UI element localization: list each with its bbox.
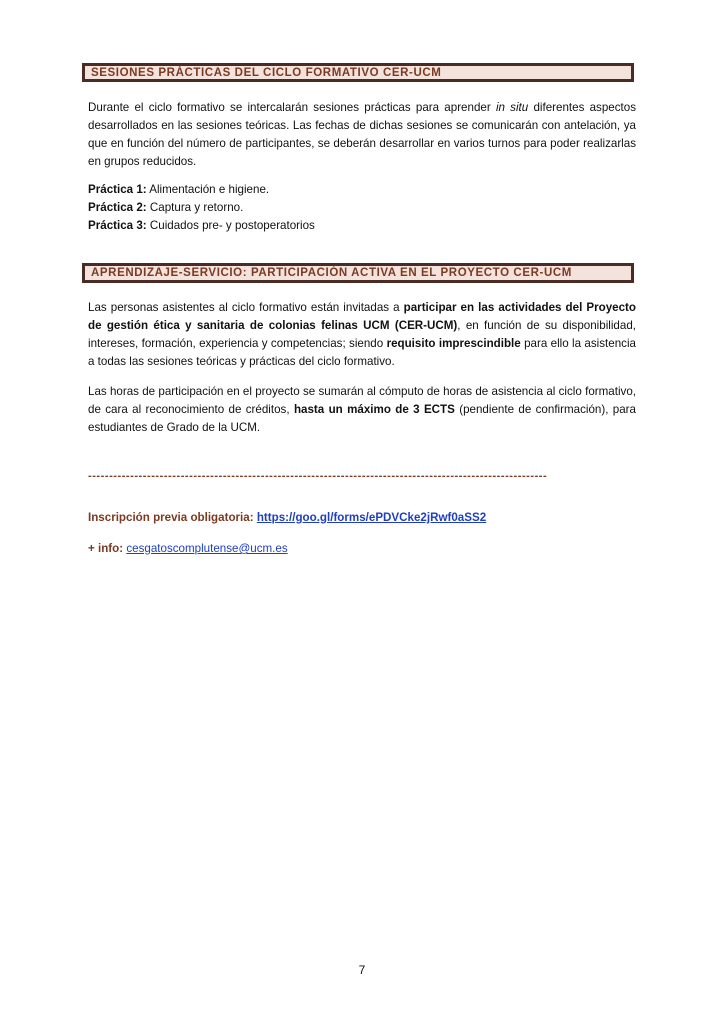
inscripcion-label: Inscripción previa obligatoria: [88,511,254,524]
paragraph-bold-text: hasta un máximo de 3 ECTS [293,403,455,416]
section-header-label: APRENDIZAJE-SERVICIO: PARTICIPACIÓN ACTIVA EN EL PROYECTO CER-UCM [91,267,572,279]
paragraph-text: para ello la asistencia a todas las sesiones teóricas y prácticas del ciclo formativo. [88,337,636,368]
practica-label: Práctica 3: [88,219,147,232]
paragraph-text: , en función de su disponibilidad, intereses, formación, experiencia y competencias; siendo [88,319,636,350]
sesiones-practicas-paragraph [88,99,636,171]
paragraph-text: Durante el ciclo formativo se intercalarán sesiones prácticas para aprender [88,101,496,114]
dashed-separator: ------------------------------------------------------------------------------------------------------------- [88,470,548,482]
practica-text: Captura y retorno. [146,201,244,214]
practica-item [88,217,636,235]
aprendizaje-servicio-paragraph-1 [88,299,636,371]
inscripcion-form-link[interactable]: https://goo.gl/forms/ePDVCke2jRwf0aSS2 [256,511,487,524]
page-number: 7 [358,963,366,977]
practica-label: Práctica 1: [88,183,147,196]
section-header-aprendizaje-servicio [82,263,634,283]
practicas-list [88,181,636,235]
paragraph-text: Las personas asistentes al ciclo formativo están invitadas a [88,301,404,314]
info-label: + info: [88,542,124,555]
inscripcion-line [88,510,486,526]
paragraph-text: (pendiente de confirmación), para estudiantes de Grado de la UCM. [88,403,636,434]
paragraph-bold-text: participar en las actividades del Proyecto de gestión ética y sanitaria de colonias felinas UCM (CER-UCM) [88,301,636,332]
section-header-label: SESIONES PRÁCTICAS DEL CICLO FORMATIVO CER-UCM [91,66,442,79]
paragraph-bold-text: requisito imprescindible [386,337,521,350]
info-line [88,541,288,557]
practica-label: Práctica 2: [88,201,147,214]
paragraph-italic-text: in situ [495,101,529,114]
practica-item [88,181,636,199]
paragraph-text: diferentes aspectos desarrollados en las sesiones teóricas. Las fechas de dichas sesiones se comunicarán con antelación, ya que en función del número de participantes, se deberán desarrollar en varios turnos para poder realizarlas en grupos reducidos. [88,101,636,168]
practica-item [88,199,636,217]
practica-text: Cuidados pre- y postoperatorios [146,219,315,232]
practica-text: Alimentación e higiene. [146,183,270,196]
section-header-sesiones-practicas [82,63,634,82]
aprendizaje-servicio-paragraph-2 [88,383,636,437]
info-email-link[interactable]: cesgatoscomplutense@ucm.es [126,542,288,555]
paragraph-text: Las horas de participación en el proyecto se sumarán al cómputo de horas de asistencia al ciclo formativo, de cara al reconocimiento de créditos, [88,385,636,416]
